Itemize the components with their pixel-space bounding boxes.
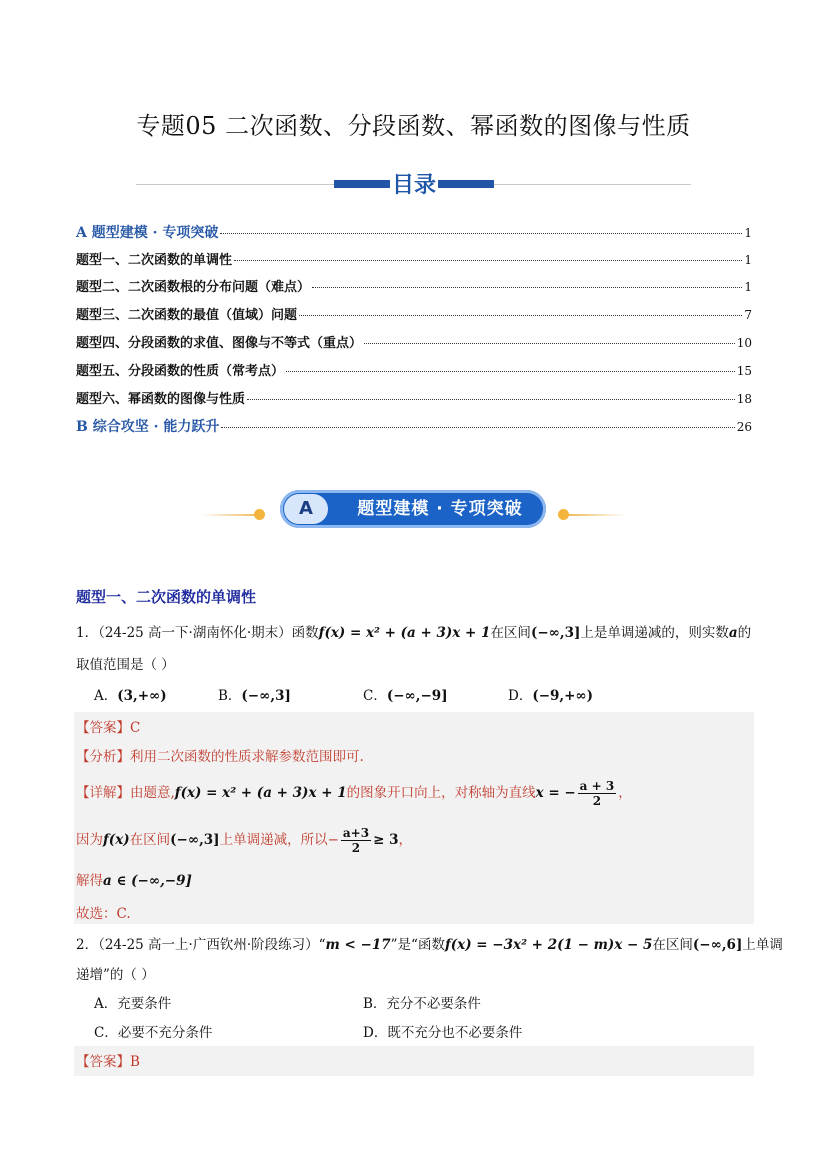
page-title: 专题05 二次函数、分段函数、幂函数的图像与性质 <box>136 112 691 140</box>
q1-conclusion: 故选：C. <box>76 906 131 922</box>
q2-source: （24-25 高一上·广西钦州·阶段练习）“ <box>98 937 326 953</box>
q1-detail-line1: 【详解】由题意,f(x) = x² + (a + 3)x + 1的图象开口向上，对称轴为直线x = − $\frac{a + 3}{2}$ ， <box>76 779 632 808</box>
banner-line-right <box>568 514 626 516</box>
q2-stem-line1: 2．（24-25 高一上·广西钦州·阶段练习）“m < −17”是“函数f(x) = −3x² + 2(1 − m)x − 5在区间(−∞,6]上单调 <box>76 937 783 953</box>
banner-dot-left <box>254 509 265 520</box>
toc-entry-type6[interactable]: 题型六、幂函数的图像与性质 18 <box>76 392 752 407</box>
q1-answer-panel <box>74 712 754 924</box>
toc-entry-type3[interactable]: 题型三、二次函数的最值（值域）问题 7 <box>76 308 752 323</box>
banner-line-left <box>200 514 258 516</box>
toc-entry-type5[interactable]: 题型五、分段函数的性质（常考点） 15 <box>76 364 752 379</box>
toc-bar-left <box>334 180 390 188</box>
toc-heading: 目录 <box>390 168 438 199</box>
banner-title: 题型建模 · 专项突破 <box>357 499 523 519</box>
q2-option-d[interactable]: D．既不充分也不必要条件 <box>363 1025 523 1041</box>
banner-letter-badge: A <box>284 494 328 524</box>
q1-detail-line2: 因为f(x)在区间(−∞,3]上单调递减，所以− $\frac{a+3}{2}$ ≥ 3， <box>76 826 412 855</box>
q1-answer: 【答案】C <box>76 720 141 736</box>
q1-function: f(x) = x² + (a + 3)x + 1 <box>318 625 491 641</box>
q1-option-d[interactable]: D．(−9,+∞) <box>508 688 594 704</box>
toc-entry-a[interactable]: A 题型建模 · 专项突破 1 <box>76 225 752 241</box>
q1-stem-line1: 1．（24-25 高一下·湖南怀化·期末）函数f(x) = x² + (a + 3)x + 1在区间(−∞,3]上是单调递减的，则实数a的 <box>76 625 752 641</box>
q2-answer: 【答案】B <box>76 1054 140 1070</box>
q2-option-b[interactable]: B．充分不必要条件 <box>363 996 481 1012</box>
q2-stem-line2: 递增”的（ ） <box>76 967 155 983</box>
toc-entry-type4[interactable]: 题型四、分段函数的求值、图像与不等式（重点） 10 <box>76 336 752 351</box>
q1-source: （24-25 高一下·湖南怀化·期末）函数 <box>98 625 319 641</box>
q2-option-a[interactable]: A．充要条件 <box>94 996 172 1012</box>
q2-option-c[interactable]: C．必要不充分条件 <box>94 1025 213 1041</box>
q1-option-a[interactable]: A．(3,+∞) <box>94 688 167 704</box>
q1-stem-line2: 取值范围是（ ） <box>76 657 175 673</box>
q2-answer-panel <box>74 1046 754 1076</box>
q2-number: 2． <box>76 937 99 953</box>
q1-interval: (−∞,3] <box>530 625 581 641</box>
q1-analysis: 【分析】利用二次函数的性质求解参数范围即可. <box>76 749 364 765</box>
q1-number: 1． <box>76 625 99 641</box>
toc-bar-right <box>438 180 494 188</box>
q2-function: f(x) = −3x² + 2(1 − m)x − 5 <box>444 937 653 953</box>
toc-entry-type1[interactable]: 题型一、二次函数的单调性 1 <box>76 253 752 268</box>
q1-option-b[interactable]: B．(−∞,3] <box>218 688 291 704</box>
section-heading: 题型一、二次函数的单调性 <box>76 588 257 606</box>
q1-option-c[interactable]: C．(−∞,−9] <box>363 688 448 704</box>
q1-detail-line3: 解得a ∈ (−∞,−9] <box>76 873 192 889</box>
banner-dot-right <box>558 509 569 520</box>
toc-entry-b[interactable]: B 综合攻坚 · 能力跃升 26 <box>76 419 752 435</box>
toc-entry-type2[interactable]: 题型二、二次函数根的分布问题（难点） 1 <box>76 280 752 295</box>
